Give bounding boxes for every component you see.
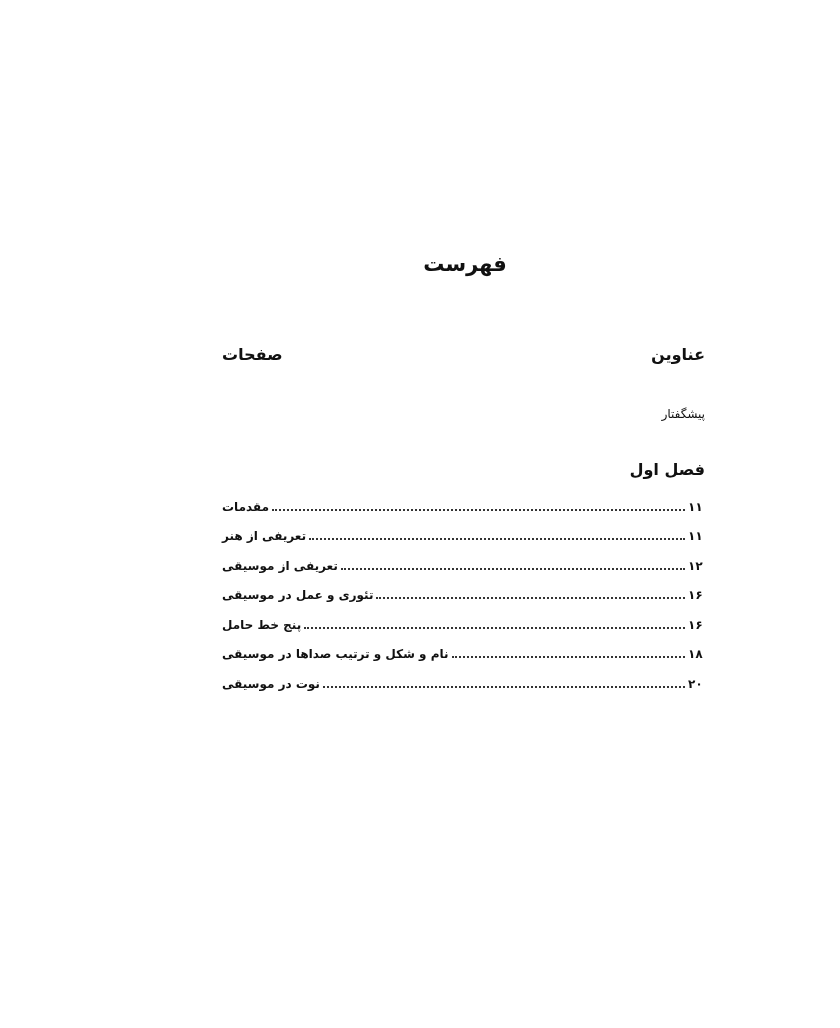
toc-entry <box>222 580 706 610</box>
titles-column-header: عناوین <box>651 345 705 364</box>
dot-leader <box>304 627 685 629</box>
toc-entry-page: ۱۱ <box>688 529 703 543</box>
toc-entry-title: پنج خط حامل <box>222 617 302 632</box>
toc-entry-page: ۱۲ <box>688 558 703 573</box>
toc-entry-title: تعریفی از موسیقی <box>222 558 338 573</box>
toc-entry <box>222 668 706 698</box>
toc-entry-title: تئوری و عمل در موسیقی <box>222 588 374 602</box>
dot-leader <box>452 656 686 658</box>
dot-leader <box>376 597 685 599</box>
toc-entry <box>222 491 706 521</box>
toc-entry-page: ۱۶ <box>688 617 703 632</box>
dot-leader <box>309 538 685 540</box>
toc-entry-title: نام و شکل و ترتیب صداها در موسیقی <box>222 647 449 661</box>
toc-entry-page: ۱۶ <box>688 588 703 602</box>
dot-leader <box>341 568 685 570</box>
toc-entry-page: ۱۱ <box>688 499 703 514</box>
toc-entry-title: مقدمات <box>222 499 269 514</box>
toc-entry <box>222 521 706 551</box>
dot-leader <box>323 686 685 688</box>
toc-list <box>222 491 706 698</box>
chapter-heading: فصل اول <box>629 460 705 479</box>
toc-entry <box>222 550 706 580</box>
pages-column-header: صفحات <box>222 345 283 364</box>
preface-heading: پیشگفتار <box>661 407 705 421</box>
toc-entry <box>222 639 706 669</box>
toc-entry-title: تعریفی از هنر <box>222 529 307 543</box>
page-title: فهرست <box>423 252 507 276</box>
toc-entry-title: نوت در موسیقی <box>222 676 320 691</box>
toc-entry-page: ۱۸ <box>688 647 703 661</box>
toc-entry-page: ۲۰ <box>688 676 703 691</box>
dot-leader <box>272 509 685 511</box>
toc-entry <box>222 609 706 639</box>
